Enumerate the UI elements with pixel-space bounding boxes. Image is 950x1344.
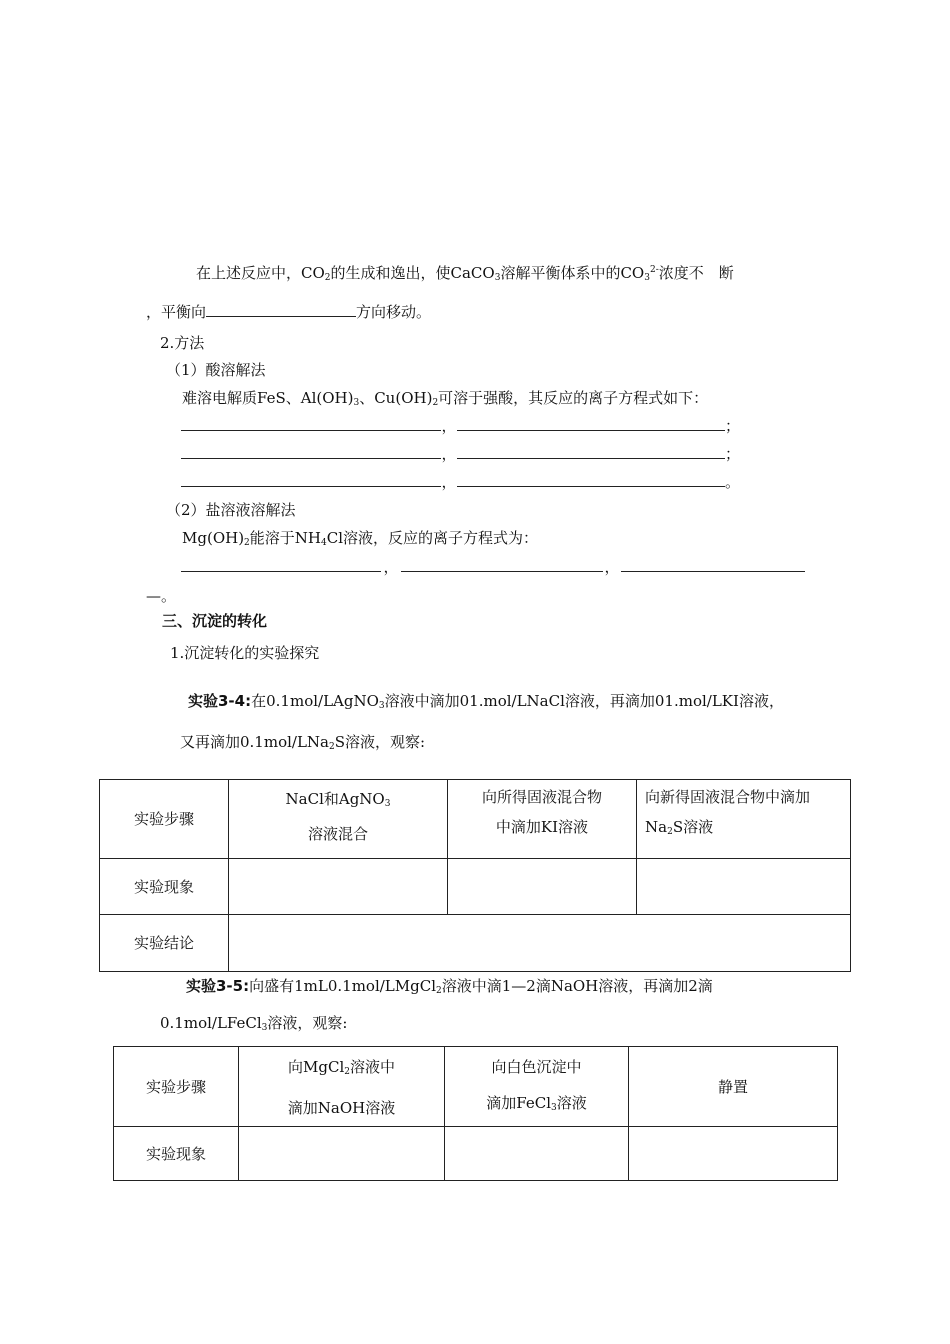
paragraph-equilibrium-shift (146, 302, 431, 322)
semicolon: ； (725, 417, 741, 435)
text: 在上述反应中，CO (196, 264, 325, 282)
text: 溶液中 (349, 1058, 395, 1076)
equation-blank[interactable] (181, 557, 381, 572)
trailing-dash: —。 (146, 587, 177, 605)
comma: ， (441, 445, 457, 463)
equation-blank[interactable] (621, 557, 805, 572)
superscript: 2- (649, 265, 659, 275)
comma: ， (383, 558, 399, 576)
text: S溶液，观察: (334, 733, 426, 751)
semicolon: ； (725, 445, 741, 463)
answer-cell[interactable] (239, 1127, 445, 1181)
text: 溶液，观察: (267, 1014, 348, 1032)
text: 浓度不 断 (658, 264, 734, 282)
step-cell-2 (445, 1047, 629, 1127)
experiment-3-5-table (113, 1046, 838, 1181)
experiment-3-5-text-cont (160, 1013, 347, 1038)
text: 又再滴加0.1mol/LNa (180, 733, 329, 751)
text: 溶液混合 (307, 825, 368, 843)
text: ，平衡向 (146, 303, 207, 321)
text: 向MgCl (288, 1058, 345, 1076)
subscript: 2 (344, 1067, 350, 1077)
subscript: 2 (667, 827, 673, 837)
experiment-3-4-table (99, 779, 851, 972)
acid-method-text (182, 388, 708, 413)
equation-blank[interactable] (457, 472, 725, 487)
text: 溶液中滴加01.mol/LNaCl溶液，再滴加01.mol/LKI溶液， (384, 692, 784, 710)
precipitation-experiment-heading: 1.沉淀转化的实验探究 (170, 644, 320, 662)
text: 在0.1mol/LAgNO (251, 692, 379, 710)
paragraph-co2-equilibrium (196, 260, 734, 288)
subscript: 2 (436, 986, 442, 996)
subscript: 2 (244, 538, 250, 548)
experiment-label: 实验3-4: (188, 692, 252, 710)
subscript: 2 (432, 398, 439, 408)
period: 。 (725, 473, 741, 491)
text: 滴加FeCl (486, 1094, 551, 1112)
equation-blank[interactable] (457, 416, 725, 431)
answer-cell[interactable] (448, 859, 637, 915)
text: 、Cu(OH) (359, 389, 433, 407)
subscript: 3 (384, 799, 391, 809)
step-cell-1 (229, 780, 448, 859)
equation-blank-row-2 (181, 444, 740, 464)
text: 向所得固液混合物 (481, 788, 602, 806)
subscript: 3 (353, 398, 360, 408)
text: 向白色沉淀中 (491, 1058, 582, 1076)
row-label-steps: 实验步骤 (114, 1047, 239, 1127)
text: 的生成和逸出，使CaCO (330, 264, 495, 282)
equation-blank-row-1 (181, 416, 740, 436)
salt-method-heading: （2）盐溶液溶解法 (166, 501, 296, 519)
text: 溶液 (556, 1094, 587, 1112)
text: 中滴加KI溶液 (495, 818, 589, 836)
row-label-steps: 实验步骤 (100, 780, 229, 859)
subscript: 3 (644, 273, 650, 283)
equation-blank[interactable] (457, 444, 725, 459)
equation-blank[interactable] (401, 557, 603, 572)
step-cell-3 (637, 780, 851, 859)
text: Na (645, 818, 668, 836)
subscript: 4 (321, 538, 327, 548)
equation-blank[interactable] (181, 472, 441, 487)
subscript: 2 (324, 273, 331, 283)
equation-blank-row-3 (181, 472, 740, 492)
salt-method-text (182, 528, 538, 553)
experiment-3-4-text (188, 691, 784, 716)
subscript: 3 (378, 701, 385, 711)
subscript: 2 (329, 742, 335, 752)
text: 溶解平衡体系中的CO (500, 264, 645, 282)
answer-cell[interactable] (229, 915, 851, 972)
text: Mg(OH) (182, 529, 245, 547)
row-label-phenomena: 实验现象 (100, 859, 229, 915)
section-3-heading: 三、沉淀的转化 (162, 612, 268, 630)
answer-cell[interactable] (229, 859, 448, 915)
text: 溶液中滴1—2滴NaOH溶液，再滴加2滴 (441, 977, 713, 995)
text: 滴加NaOH溶液 (287, 1099, 396, 1117)
acid-method-heading: （1）酸溶解法 (166, 361, 266, 379)
fill-blank-direction[interactable] (206, 302, 356, 317)
text: 0.1mol/LFeCl (160, 1014, 262, 1032)
comma: ， (604, 558, 620, 576)
equation-blank[interactable] (181, 444, 441, 459)
subscript: 3 (551, 1103, 557, 1113)
text: S溶液 (672, 818, 714, 836)
text: 方向移动。 (356, 303, 432, 321)
row-label-phenomena: 实验现象 (114, 1127, 239, 1181)
subscript: 3 (494, 273, 501, 283)
answer-cell[interactable] (637, 859, 851, 915)
step-cell-3: 静置 (629, 1047, 838, 1127)
equation-blank[interactable] (181, 416, 441, 431)
method-heading: 2.方法 (160, 334, 205, 352)
answer-cell[interactable] (629, 1127, 838, 1181)
text: 向盛有1mL0.1mol/LMgCl (249, 977, 436, 995)
comma: ， (441, 473, 457, 491)
salt-equation-blank-row (181, 557, 805, 577)
subscript: 3 (261, 1023, 268, 1033)
text: 可溶于强酸，其反应的离子方程式如下： (438, 389, 709, 407)
step-cell-2 (448, 780, 637, 859)
text: NaCl和AgNO (285, 790, 385, 808)
step-cell-1 (239, 1047, 445, 1127)
answer-cell[interactable] (445, 1127, 629, 1181)
text: 难溶电解质FeS、Al(OH) (182, 389, 354, 407)
row-label-conclusion: 实验结论 (100, 915, 229, 972)
experiment-label: 实验3-5: (186, 977, 250, 995)
comma: ， (441, 417, 457, 435)
text: Cl溶液，反应的离子方程式为： (326, 529, 539, 547)
experiment-3-4-text-cont (180, 732, 425, 757)
text: 能溶于NH (249, 529, 321, 547)
text: 向新得固液混合物中滴加 (645, 788, 811, 806)
experiment-3-5-text (186, 976, 713, 1001)
